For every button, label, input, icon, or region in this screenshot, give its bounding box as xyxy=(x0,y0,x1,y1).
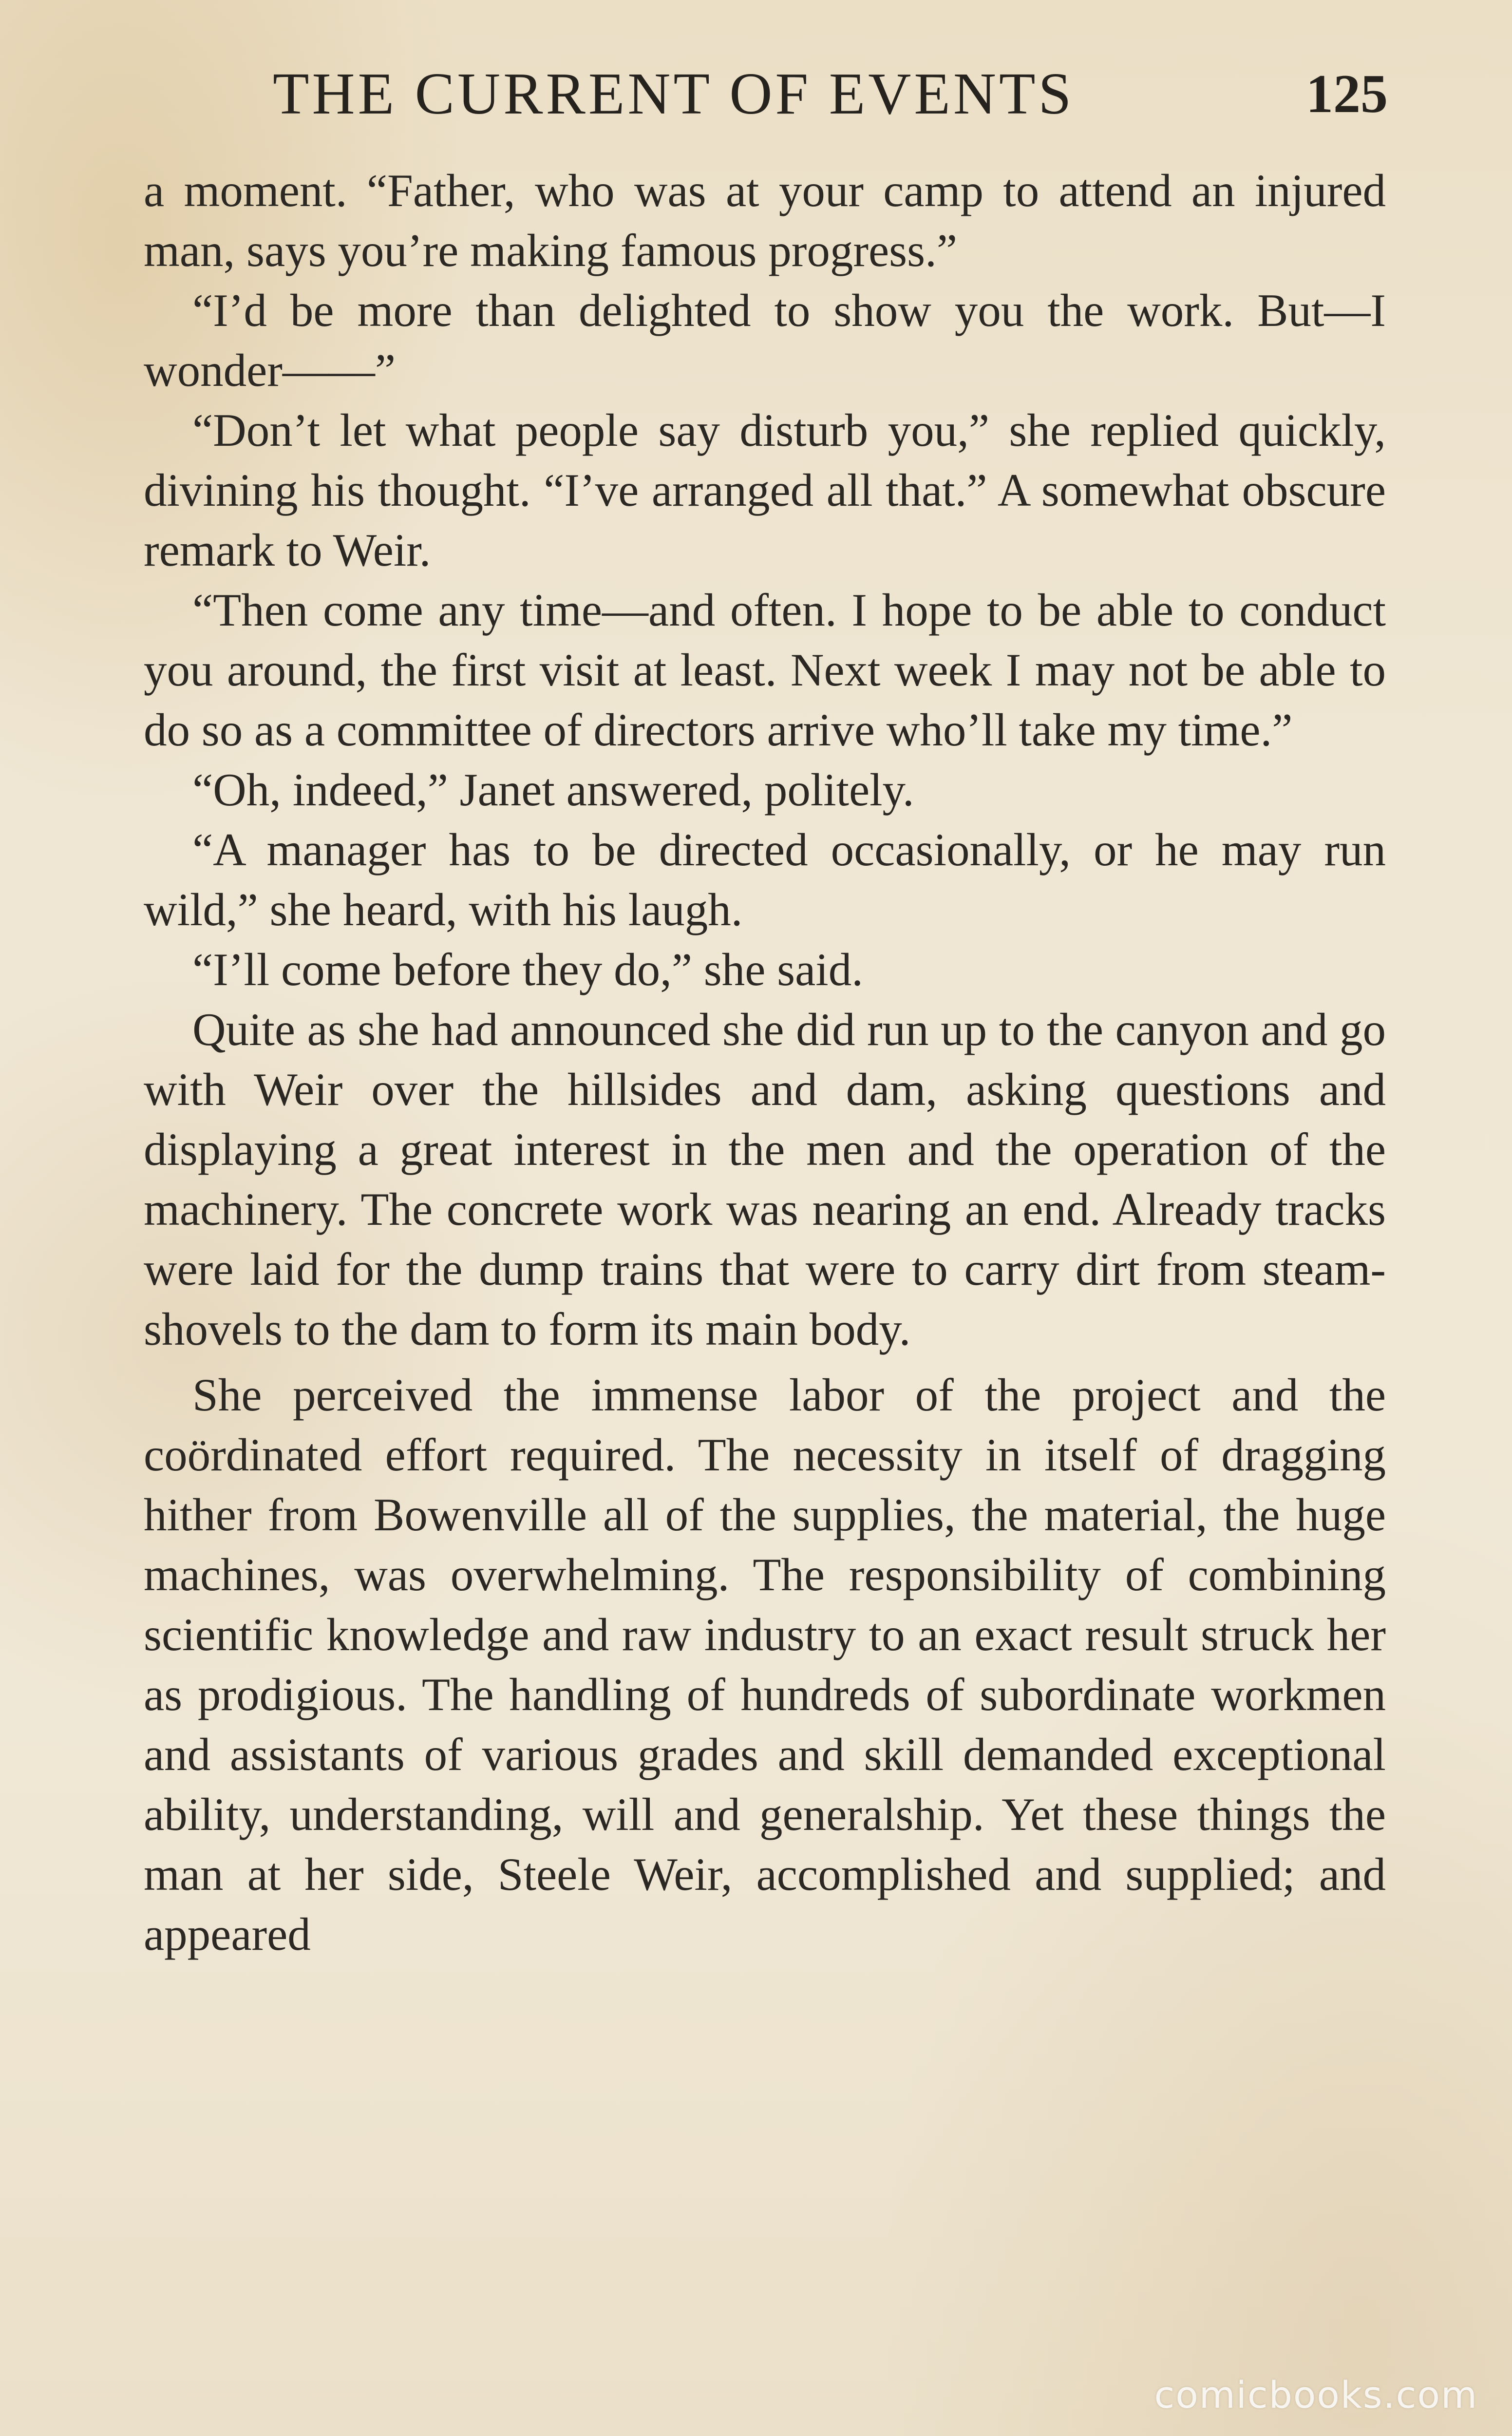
paragraph-6: “A manager has to be directed occasionally, or he may run wild,” she heard, with his laugh. xyxy=(144,824,1386,935)
running-title: THE CURRENT OF EVENTS xyxy=(273,61,1075,127)
paragraph-2: “I’d be more than delighted to show you the work. But—I wonder——” xyxy=(144,285,1386,396)
paragraph-1: a moment. “Father, who was at your camp to attend an injured man, says you’re making famous progress.” xyxy=(144,165,1386,276)
watermark: comicbooks.com xyxy=(1154,2373,1478,2417)
paragraph-7: “I’ll come before they do,” she said. xyxy=(192,944,863,995)
paragraph-8: Quite as she had announced she did run up to the canyon and go with Weir over the hillsides and dam, asking questions and displaying a great interest in the men and the operation of the machinery. The concrete work was nearing an end. Already tracks were laid for the dump trains that were to carry dirt from steam-shovels to the dam to form its main body. xyxy=(144,1004,1386,1355)
paragraph-9: She perceived the immense labor of the project and the coördinated effort required. The necessity in itself of dragging hither from Bowenville all of the supplies, the material, the huge machines, was overwhelming. The responsibility of combining scientific knowledge and raw industry to an exact result struck her as prodigious. The handling of hundreds of subordinate workmen and assistants of various grades and skill demanded exceptional ability, understanding, will and generalship. Yet these things the man at her side, Steele Weir, accomplished and supplied; and appeared xyxy=(144,1369,1386,1960)
paragraph-5: “Oh, indeed,” Janet answered, politely. xyxy=(192,764,914,816)
body-text xyxy=(144,161,1386,1964)
running-head xyxy=(273,57,1388,131)
paragraph-4: “Then come any time—and often. I hope to be able to conduct you around, the first visit at least. Next week I may not be able to do so as a committee of directors arrive who’ll take my time.” xyxy=(144,584,1386,756)
paragraph-3: “Don’t let what people say disturb you,” she replied quickly, divining his thought. “I’ve arranged all that.” A somewhat obscure remark to Weir. xyxy=(144,404,1386,576)
page-number: 125 xyxy=(1306,63,1388,124)
